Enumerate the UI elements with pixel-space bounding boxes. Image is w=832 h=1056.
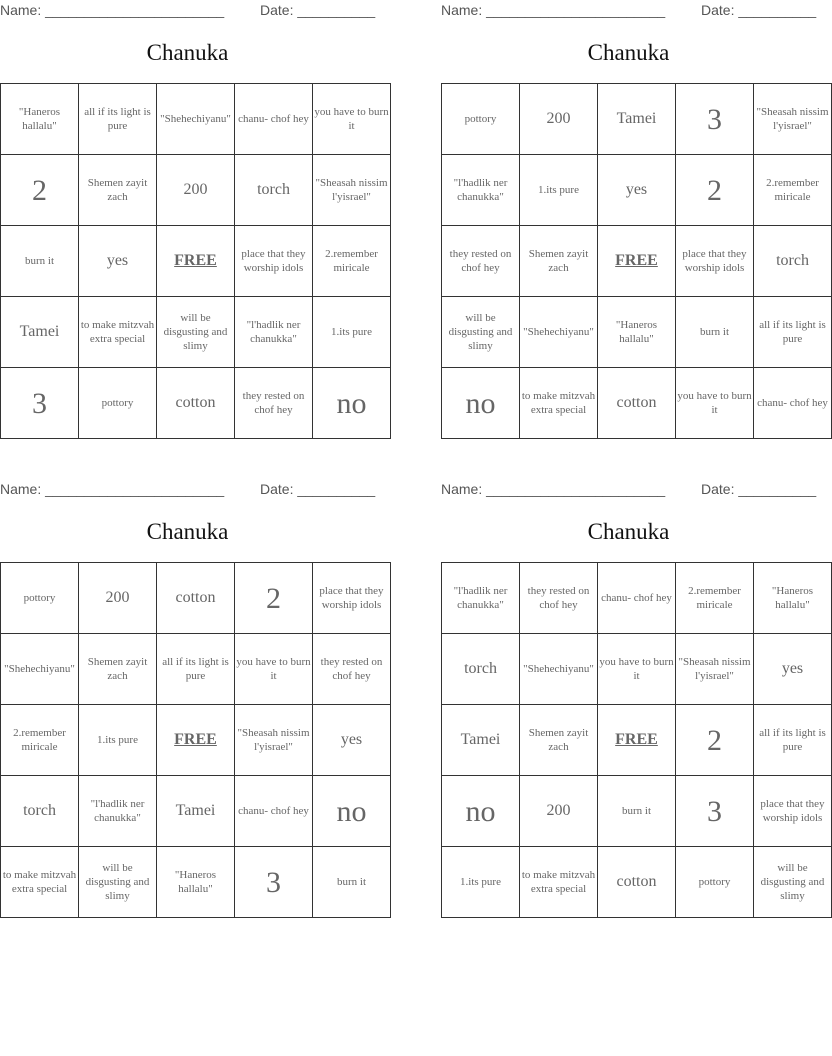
grid-row — [1, 155, 391, 226]
bingo-cell: "Shehechiyanu" — [1, 634, 79, 705]
bingo-cell: all if its light is pure — [754, 297, 832, 368]
bingo-cell: place that they worship idols — [754, 776, 832, 847]
bingo-cell: to make mitzvah extra special — [520, 847, 598, 918]
grid-row — [442, 705, 832, 776]
bingo-cell: 200 — [520, 84, 598, 155]
bingo-cell: "Shehechiyanu" — [520, 297, 598, 368]
bingo-cell: Tamei — [598, 84, 676, 155]
bingo-cell: yes — [79, 226, 157, 297]
bingo-cell: place that they worship idols — [676, 226, 754, 297]
bingo-cell: "Haneros hallalu" — [754, 563, 832, 634]
bingo-cell: will be disgusting and slimy — [157, 297, 235, 368]
grid-row — [442, 226, 832, 297]
bingo-cell: torch — [754, 226, 832, 297]
grid-row — [1, 226, 391, 297]
bingo-cell: 200 — [520, 776, 598, 847]
bingo-cell: "Shehechiyanu" — [520, 634, 598, 705]
bingo-cell: Tamei — [1, 297, 79, 368]
free-space-cell: FREE — [598, 705, 676, 776]
bingo-cell: burn it — [598, 776, 676, 847]
bingo-cell: torch — [1, 776, 79, 847]
bingo-cell: 2 — [676, 705, 754, 776]
bingo-cell: "l'hadlik ner chanukka" — [442, 155, 520, 226]
bingo-cell: 3 — [1, 368, 79, 439]
bingo-cell: Shemen zayit zach — [79, 634, 157, 705]
bingo-cell: Shemen zayit zach — [520, 705, 598, 776]
bingo-cell: chanu- chof hey — [235, 776, 313, 847]
card-title: Chanuka — [587, 519, 670, 544]
bingo-cell: "Sheasah nissim l'yisrael" — [754, 84, 832, 155]
bingo-cell: "Haneros hallalu" — [598, 297, 676, 368]
card-title: Chanuka — [146, 519, 229, 544]
bingo-cell: you have to burn it — [313, 84, 391, 155]
bingo-cell: 3 — [235, 847, 313, 918]
bingo-cell: 1.its pure — [79, 705, 157, 776]
bingo-cell: Tamei — [442, 705, 520, 776]
bingo-card-4 — [441, 479, 826, 913]
bingo-cell: pottory — [1, 563, 79, 634]
name-line: Name: _______________________ — [441, 2, 666, 18]
bingo-grid — [441, 562, 832, 918]
name-line: Name: _______________________ — [0, 481, 225, 497]
name-line: Name: _______________________ — [0, 2, 225, 18]
bingo-cell: they rested on chof hey — [520, 563, 598, 634]
bingo-cell: burn it — [676, 297, 754, 368]
grid-row — [442, 155, 832, 226]
free-space-cell: FREE — [157, 705, 235, 776]
bingo-card-3 — [0, 479, 384, 913]
date-line: Date: __________ — [260, 481, 376, 497]
bingo-cell: 1.its pure — [313, 297, 391, 368]
grid-row — [442, 563, 832, 634]
bingo-cell: "Sheasah nissim l'yisrael" — [235, 705, 313, 776]
bingo-cell: yes — [598, 155, 676, 226]
card-header — [0, 481, 375, 499]
grid-row — [442, 847, 832, 918]
bingo-cell: to make mitzvah extra special — [520, 368, 598, 439]
bingo-cell: they rested on chof hey — [235, 368, 313, 439]
grid-row — [1, 705, 391, 776]
bingo-cell: 3 — [676, 84, 754, 155]
bingo-cell: 2.remember miricale — [676, 563, 754, 634]
bingo-cell: chanu- chof hey — [235, 84, 313, 155]
bingo-cell: burn it — [313, 847, 391, 918]
bingo-cell: will be disgusting and slimy — [79, 847, 157, 918]
card-header — [441, 2, 816, 20]
bingo-cell: chanu- chof hey — [754, 368, 832, 439]
grid-row — [1, 776, 391, 847]
bingo-cell: they rested on chof hey — [313, 634, 391, 705]
bingo-cell: 2.remember miricale — [313, 226, 391, 297]
bingo-cell: place that they worship idols — [235, 226, 313, 297]
bingo-cell: 2.remember miricale — [1, 705, 79, 776]
bingo-cell: you have to burn it — [235, 634, 313, 705]
bingo-cell: 2 — [1, 155, 79, 226]
bingo-cell: 200 — [79, 563, 157, 634]
date-line: Date: __________ — [701, 481, 817, 497]
bingo-cell: cotton — [157, 563, 235, 634]
bingo-cell: all if its light is pure — [157, 634, 235, 705]
bingo-cell: 2 — [235, 563, 313, 634]
bingo-cell: "Sheasah nissim l'yisrael" — [676, 634, 754, 705]
bingo-cell: you have to burn it — [598, 634, 676, 705]
grid-row — [1, 297, 391, 368]
bingo-cell: chanu- chof hey — [598, 563, 676, 634]
card-header — [441, 481, 816, 499]
bingo-cell: will be disgusting and slimy — [442, 297, 520, 368]
card-title: Chanuka — [587, 40, 670, 65]
card-header — [0, 2, 375, 20]
bingo-cell: no — [313, 368, 391, 439]
grid-row — [1, 84, 391, 155]
bingo-grid — [0, 83, 391, 439]
bingo-cell: torch — [235, 155, 313, 226]
grid-row — [1, 368, 391, 439]
name-line: Name: _______________________ — [441, 481, 666, 497]
grid-row — [1, 563, 391, 634]
bingo-cell: "Haneros hallalu" — [157, 847, 235, 918]
bingo-cell: cotton — [598, 368, 676, 439]
bingo-cell: "l'hadlik ner chanukka" — [79, 776, 157, 847]
bingo-cell: Tamei — [157, 776, 235, 847]
bingo-card-2 — [441, 0, 829, 434]
bingo-cell: yes — [313, 705, 391, 776]
bingo-cell: "l'hadlik ner chanukka" — [442, 563, 520, 634]
grid-row — [1, 634, 391, 705]
bingo-cell: to make mitzvah extra special — [1, 847, 79, 918]
grid-row — [442, 368, 832, 439]
bingo-cell: cotton — [157, 368, 235, 439]
bingo-cell: will be disgusting and slimy — [754, 847, 832, 918]
bingo-cell: torch — [442, 634, 520, 705]
grid-row — [442, 297, 832, 368]
bingo-cell: all if its light is pure — [79, 84, 157, 155]
bingo-cell: "Sheasah nissim l'yisrael" — [313, 155, 391, 226]
bingo-cell: 1.its pure — [520, 155, 598, 226]
bingo-cell: no — [442, 368, 520, 439]
free-space-cell: FREE — [598, 226, 676, 297]
bingo-cell: you have to burn it — [676, 368, 754, 439]
bingo-cell: pottory — [676, 847, 754, 918]
date-line: Date: __________ — [701, 2, 817, 18]
bingo-cell: all if its light is pure — [754, 705, 832, 776]
bingo-cell: "Haneros hallalu" — [1, 84, 79, 155]
bingo-grid — [441, 83, 832, 439]
card-title: Chanuka — [146, 40, 229, 65]
bingo-cell: pottory — [79, 368, 157, 439]
bingo-cell: 1.its pure — [442, 847, 520, 918]
bingo-cell: burn it — [1, 226, 79, 297]
bingo-cell: they rested on chof hey — [442, 226, 520, 297]
bingo-card-1 — [0, 0, 389, 434]
bingo-cell: 2.remember miricale — [754, 155, 832, 226]
bingo-cell: "l'hadlik ner chanukka" — [235, 297, 313, 368]
grid-row — [442, 634, 832, 705]
bingo-cell: no — [442, 776, 520, 847]
bingo-cell: place that they worship idols — [313, 563, 391, 634]
bingo-cell: 3 — [676, 776, 754, 847]
bingo-cell: Shemen zayit zach — [520, 226, 598, 297]
bingo-cell: to make mitzvah extra special — [79, 297, 157, 368]
free-space-cell: FREE — [157, 226, 235, 297]
bingo-cell: yes — [754, 634, 832, 705]
bingo-cell: no — [313, 776, 391, 847]
bingo-cell: Shemen zayit zach — [79, 155, 157, 226]
bingo-cell: "Shehechiyanu" — [157, 84, 235, 155]
grid-row — [1, 847, 391, 918]
bingo-cell: cotton — [598, 847, 676, 918]
bingo-grid — [0, 562, 391, 918]
bingo-cell: 200 — [157, 155, 235, 226]
grid-row — [442, 776, 832, 847]
bingo-cell: 2 — [676, 155, 754, 226]
bingo-cell: pottory — [442, 84, 520, 155]
grid-row — [442, 84, 832, 155]
date-line: Date: __________ — [260, 2, 376, 18]
